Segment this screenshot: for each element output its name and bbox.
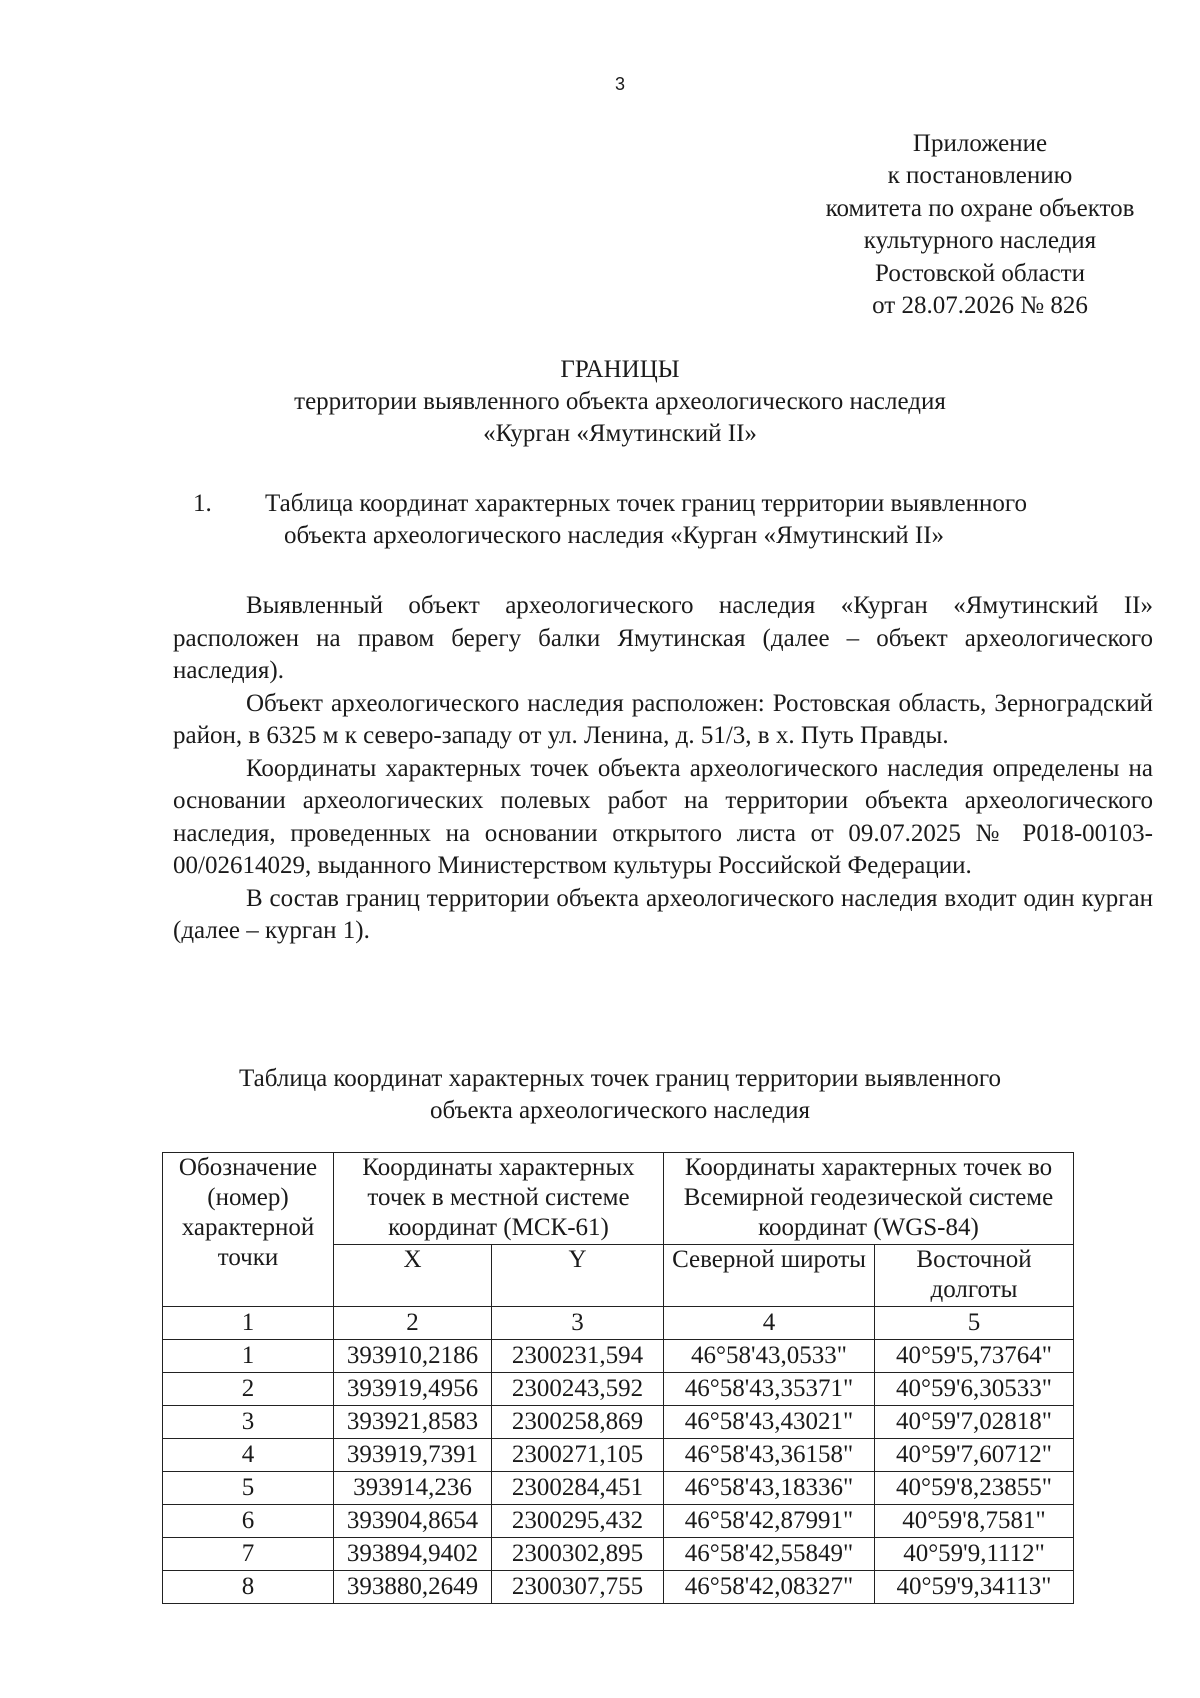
header-lon: Восточной долготы <box>875 1245 1074 1307</box>
coord-x: 393880,2649 <box>334 1571 492 1604</box>
table-row <box>163 1406 1074 1439</box>
coord-y: 2300307,755 <box>492 1571 664 1604</box>
point-number: 4 <box>163 1439 334 1472</box>
paragraph: Объект археологического наследия расположен: Ростовская область, Зерноградский район, в 6325 м к северо-западу от ул. Ленина, д. 51/3, в х. Путь Правды. <box>173 689 1153 749</box>
section-number: 1. <box>193 490 212 517</box>
document-title <box>0 354 1200 450</box>
paragraph: Координаты характерных точек объекта археологического наследия определены на основании археологических полевых работ на территории объекта археологического наследия, проведенных на основании открытого листа от 09.07.2025 № Р018-00103-00/02614029, выданного Министерством культуры Российской Федерации. <box>173 754 1153 879</box>
table-row <box>163 1538 1074 1571</box>
point-number: 1 <box>163 1340 334 1373</box>
coord-lon: 40°59'7,02818" <box>875 1406 1074 1439</box>
coord-y: 2300302,895 <box>492 1538 664 1571</box>
paragraph: Выявленный объект археологического наследия «Курган «Ямутинский II» расположен на правом берегу балки Ямутинская (далее – объект археологического наследия). <box>173 592 1153 684</box>
appendix-line: к постановлению <box>887 162 1073 190</box>
coord-x: 393910,2186 <box>334 1340 492 1373</box>
coord-x: 393921,8583 <box>334 1406 492 1439</box>
coord-lat: 46°58'42,87991" <box>664 1505 875 1538</box>
title-heading: ГРАНИЦЫ <box>560 356 680 383</box>
coord-y: 2300284,451 <box>492 1472 664 1505</box>
column-number: 3 <box>492 1307 664 1340</box>
coord-lat: 46°58'42,55849" <box>664 1538 875 1571</box>
column-number: 5 <box>875 1307 1074 1340</box>
table-row <box>163 1505 1074 1538</box>
point-number: 8 <box>163 1571 334 1604</box>
point-number: 3 <box>163 1406 334 1439</box>
paragraph: В состав границ территории объекта археологического наследия входит один курган (далее – курган 1). <box>173 884 1153 944</box>
column-number-row <box>163 1307 1074 1340</box>
header-y: Y <box>492 1245 664 1307</box>
section-title-line: Таблица координат характерных точек границ территории выявленного <box>265 490 1027 517</box>
coord-x: 393894,9402 <box>334 1538 492 1571</box>
point-number: 2 <box>163 1373 334 1406</box>
header-point: Обозначение (номер) характерной точки <box>163 1153 334 1307</box>
coord-lon: 40°59'8,23855" <box>875 1472 1074 1505</box>
table-row <box>163 1439 1074 1472</box>
header-wgs: Координаты характерных точек во Всемирной геодезической системе координат (WGS-84) <box>664 1153 1074 1245</box>
column-number: 2 <box>334 1307 492 1340</box>
table-row <box>163 1472 1074 1505</box>
coord-x: 393919,7391 <box>334 1439 492 1472</box>
coord-y: 2300258,869 <box>492 1406 664 1439</box>
body-text <box>173 590 1153 948</box>
coord-lat: 46°58'43,36158" <box>664 1439 875 1472</box>
header-x: X <box>334 1245 492 1307</box>
header-lat: Северной широты <box>664 1245 875 1307</box>
point-number: 6 <box>163 1505 334 1538</box>
coord-x: 393904,8654 <box>334 1505 492 1538</box>
coord-y: 2300271,105 <box>492 1439 664 1472</box>
title-line: «Курган «Ямутинский II» <box>483 420 757 447</box>
section-title-line: объекта археологического наследия «Курган «Ямутинский II» <box>284 522 945 549</box>
coord-x: 393914,236 <box>334 1472 492 1505</box>
coord-lat: 46°58'43,18336" <box>664 1472 875 1505</box>
coord-lon: 40°59'8,7581" <box>875 1505 1074 1538</box>
appendix-block <box>760 128 1200 322</box>
header-msk: Координаты характерных точек в местной системе координат (МСК-61) <box>334 1153 664 1245</box>
coord-lat: 46°58'43,43021" <box>664 1406 875 1439</box>
page-number: 3 <box>614 74 625 94</box>
coord-y: 2300231,594 <box>492 1340 664 1373</box>
appendix-line: комитета по охране объектов <box>825 194 1135 222</box>
table-row <box>163 1340 1074 1373</box>
appendix-line: от 28.07.2026 № 826 <box>872 292 1088 320</box>
coord-lon: 40°59'9,34113" <box>875 1571 1074 1604</box>
coord-lon: 40°59'9,1112" <box>875 1538 1074 1571</box>
appendix-line: Приложение <box>912 130 1048 157</box>
coord-lat: 46°58'42,08327" <box>664 1571 875 1604</box>
appendix-line: культурного наследия <box>863 227 1097 255</box>
coord-y: 2300243,592 <box>492 1373 664 1406</box>
column-number: 4 <box>664 1307 875 1340</box>
table-caption <box>0 1063 1200 1127</box>
coordinates-table <box>162 1152 1074 1604</box>
coord-x: 393919,4956 <box>334 1373 492 1406</box>
column-number: 1 <box>163 1307 334 1340</box>
coord-lon: 40°59'7,60712" <box>875 1439 1074 1472</box>
coord-lon: 40°59'5,73764" <box>875 1340 1074 1373</box>
point-number: 7 <box>163 1538 334 1571</box>
appendix-line: Ростовской области <box>875 259 1085 287</box>
point-number: 5 <box>163 1472 334 1505</box>
table-row <box>163 1571 1074 1604</box>
coord-y: 2300295,432 <box>492 1505 664 1538</box>
caption-line: объекта археологического наследия <box>430 1097 810 1124</box>
coord-lon: 40°59'6,30533" <box>875 1373 1074 1406</box>
coord-lat: 46°58'43,0533" <box>664 1340 875 1373</box>
table-row <box>163 1373 1074 1406</box>
coord-lat: 46°58'43,35371" <box>664 1373 875 1406</box>
title-line: территории выявленного объекта археологического наследия <box>294 388 946 415</box>
caption-line: Таблица координат характерных точек границ территории выявленного <box>239 1065 1001 1092</box>
